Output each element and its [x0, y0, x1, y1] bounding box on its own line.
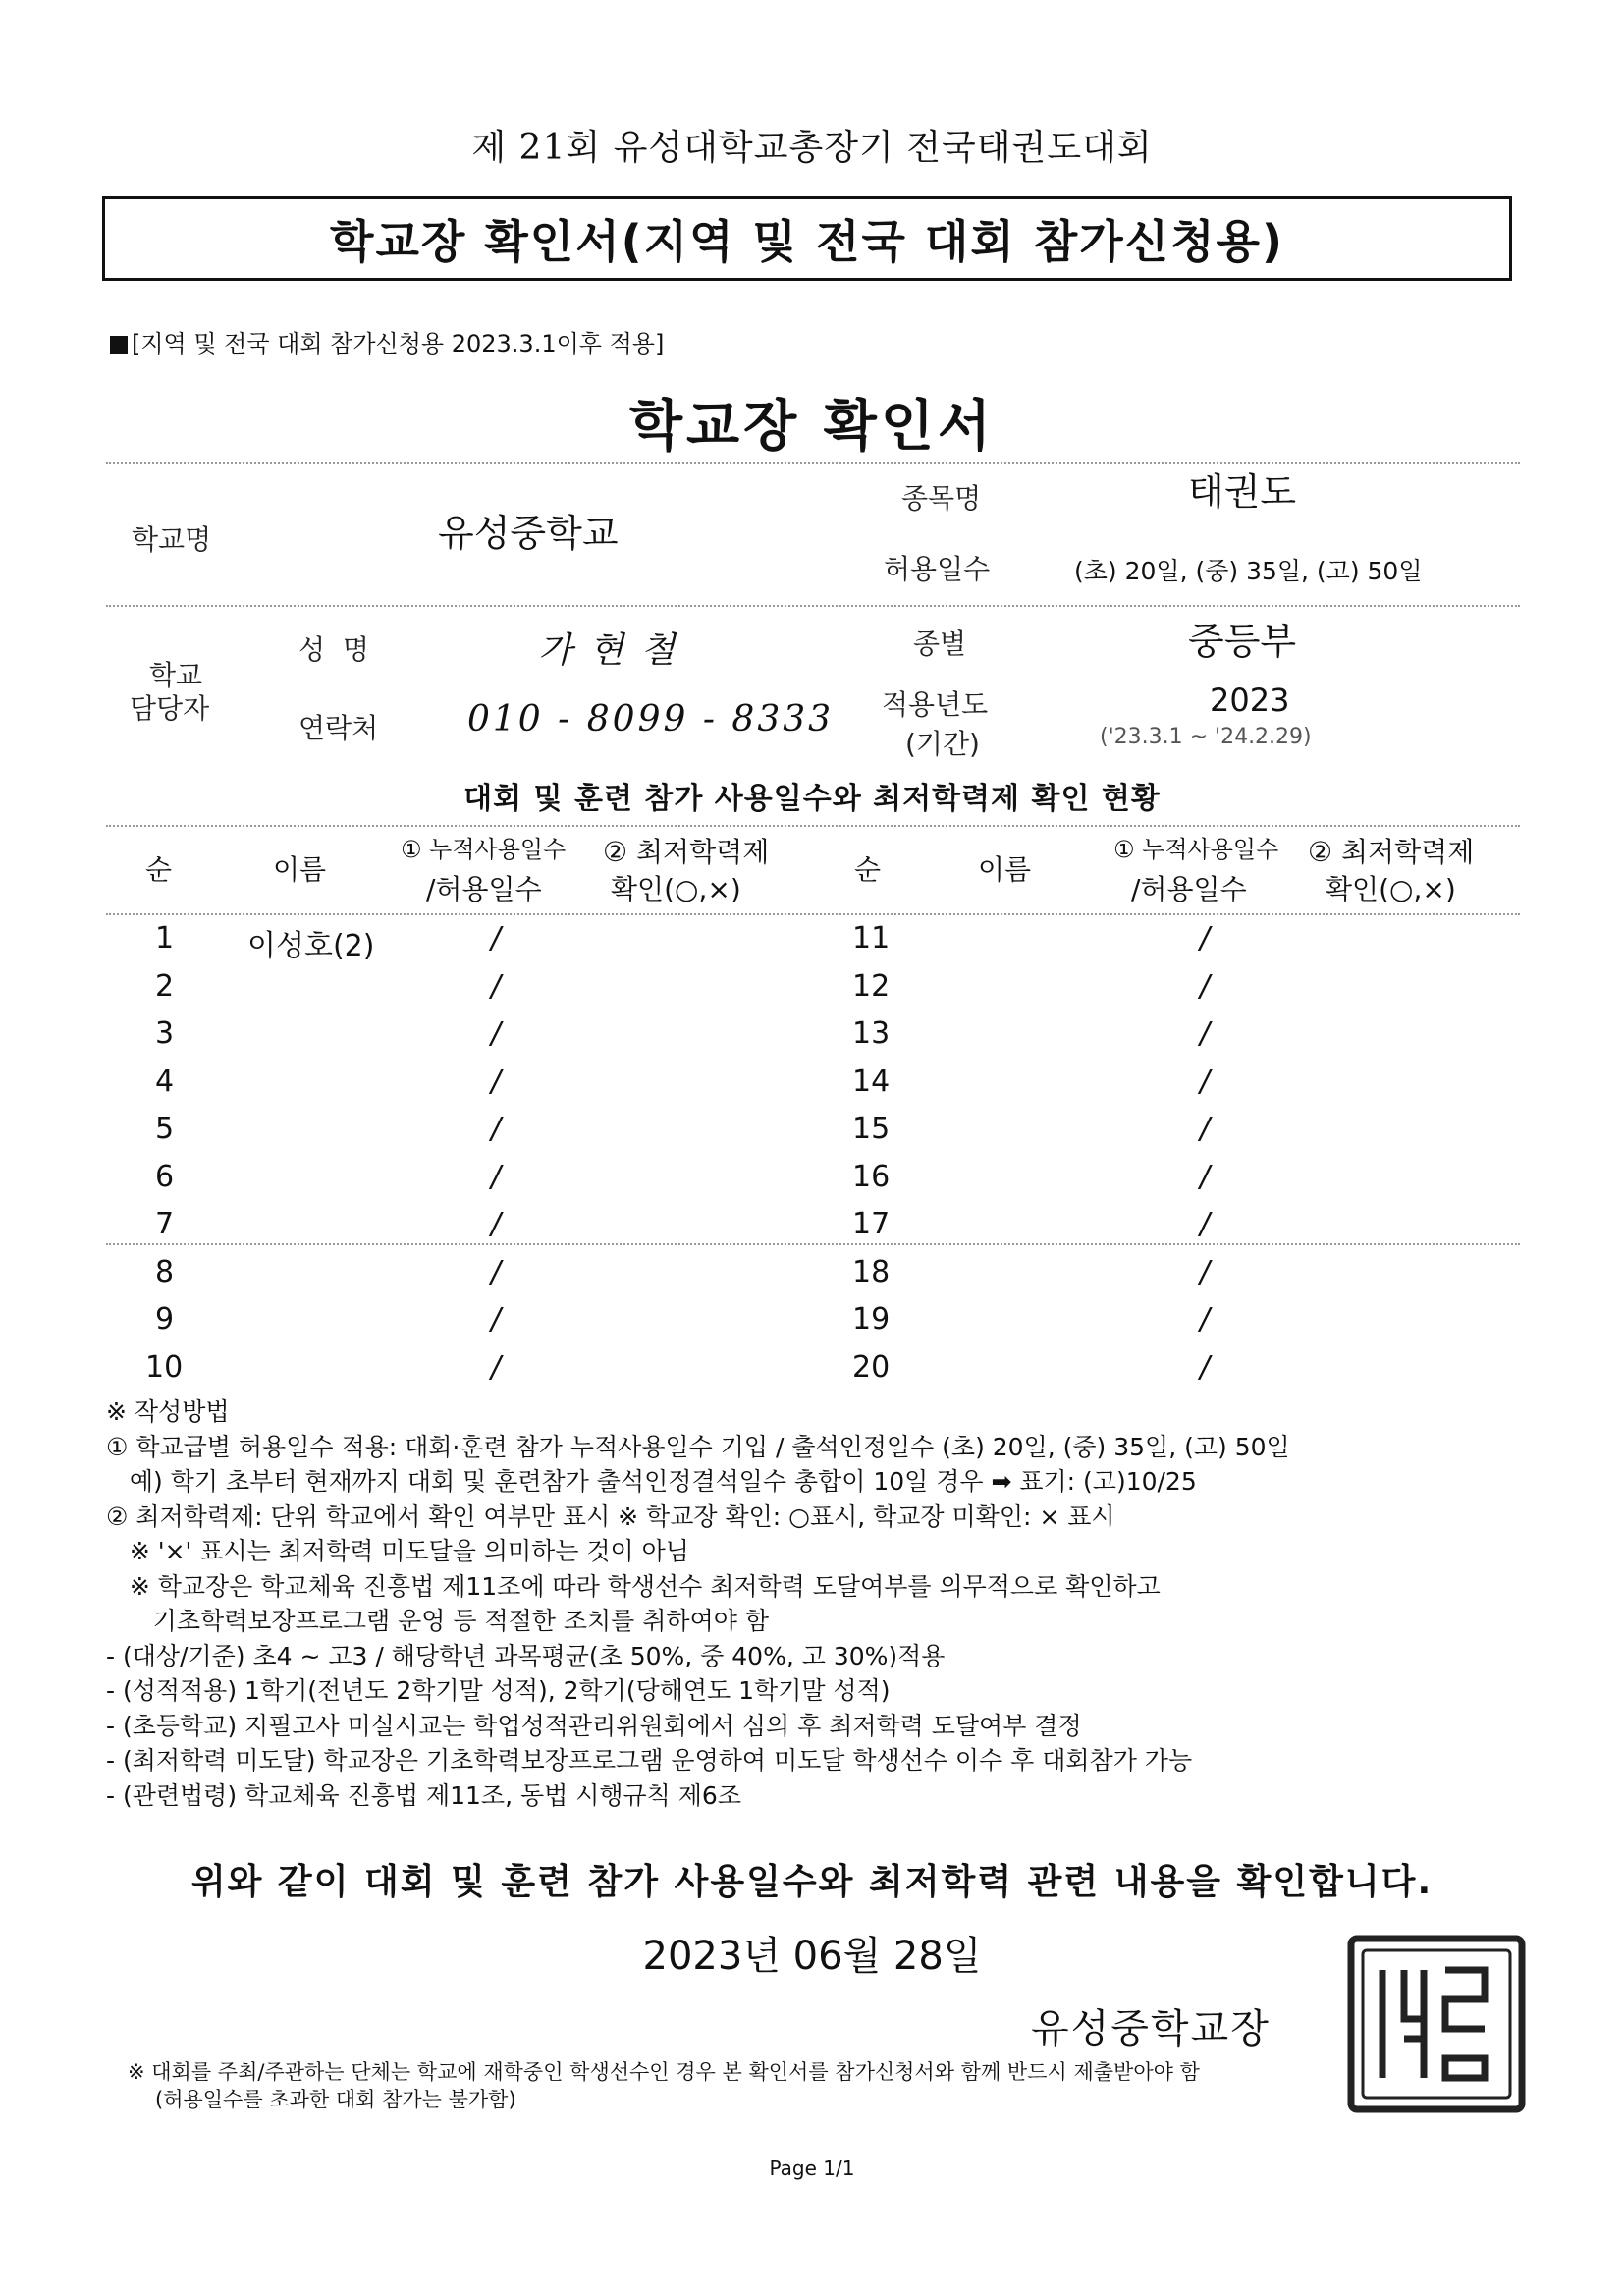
- division-value: 중등부: [1188, 620, 1297, 663]
- document-title: 학교장 확인서(지역 및 전국 대회 참가신청용): [330, 215, 1284, 268]
- days-slash: /: [1200, 1350, 1211, 1385]
- days-slash: /: [1200, 1016, 1211, 1051]
- col-header-days-left-1: ① 누적사용일수: [401, 836, 567, 863]
- days-slash: /: [1200, 1207, 1211, 1241]
- col-header-check-right-1: ② 최저학력제: [1308, 836, 1475, 868]
- notice-line: [110, 324, 664, 358]
- square-bullet-icon: [110, 336, 128, 354]
- days-slash: /: [491, 1207, 502, 1241]
- days-slash: /: [491, 1016, 502, 1051]
- col-header-name-left: 이름: [273, 853, 327, 886]
- col-header-no-left: 순: [145, 853, 173, 886]
- row-number: 15: [852, 1112, 891, 1146]
- issue-date: 2023년 06월 28일: [642, 1934, 982, 1979]
- instruction-line: - (최저학력 미도달) 학교장은 기초학력보장프로그램 운영하여 미도달 학생선수 이수 후 대회참가 가능: [106, 1746, 1193, 1775]
- sport-value: 태권도: [1188, 470, 1297, 514]
- divider: [106, 605, 1520, 607]
- instruction-line: ① 학교급별 허용일수 적용: 대회·훈련 참가 누적사용일수 기입 / 출석인정일수 (초) 20일, (중) 35일, (고) 50일: [106, 1432, 1290, 1461]
- days-slash: /: [491, 1112, 502, 1146]
- footnote: [128, 2058, 1404, 2113]
- row-number: 12: [852, 969, 891, 1004]
- staff-label-line2: 담당자: [130, 692, 210, 725]
- event-title: 제 21회 유성대학교총장기 전국태권도대회: [471, 128, 1153, 168]
- row-number: 3: [155, 1016, 175, 1051]
- col-header-check-left-1: ② 최저학력제: [603, 836, 770, 868]
- school-label: 학교명: [132, 523, 212, 556]
- days-slash: /: [491, 1350, 502, 1385]
- divider: [106, 1243, 1520, 1245]
- row-number: 16: [852, 1160, 891, 1194]
- sport-label: 종목명: [901, 482, 982, 515]
- row-number: 7: [155, 1207, 175, 1241]
- year-value: 2023: [1210, 682, 1290, 719]
- days-slash: /: [491, 969, 502, 1004]
- row-number: 6: [155, 1160, 175, 1194]
- participant-name: 이성호(2): [247, 929, 375, 963]
- allowed-days-label: 허용일수: [884, 553, 991, 585]
- instruction-line: ※ 작성방법: [106, 1397, 230, 1426]
- divider: [106, 913, 1520, 915]
- row-number: 20: [852, 1350, 891, 1385]
- divider: [106, 825, 1520, 827]
- name-label: 성 명: [298, 633, 369, 666]
- col-header-days-right-1: ① 누적사용일수: [1113, 836, 1279, 863]
- row-number: 4: [155, 1065, 175, 1099]
- section-title: 대회 및 훈련 참가 사용일수와 최저학력제 확인 현황: [463, 782, 1161, 816]
- row-number: 11: [852, 921, 891, 956]
- row-number: 13: [852, 1016, 891, 1051]
- days-slash: /: [491, 1065, 502, 1099]
- notice-text: [지역 및 전국 대회 참가신청용 2023.3.1이후 적용]: [132, 330, 665, 357]
- instruction-line: 예) 학기 초부터 현재까지 대회 및 훈련참가 출석인정결석일수 총합이 10일 경우 ➡ 표기: (고)10/25: [106, 1467, 1197, 1496]
- instructions: [106, 1394, 1540, 1813]
- school-value: 유성중학교: [438, 512, 619, 555]
- year-label: 적용년도: [882, 688, 989, 721]
- days-slash: /: [491, 921, 502, 956]
- division-label: 종별: [913, 628, 967, 660]
- col-header-check-right-2: 확인(○,×): [1326, 873, 1456, 905]
- instruction-line: ※ '×' 표시는 최저학력 미도달을 의미하는 것이 아님: [106, 1537, 689, 1565]
- confirm-statement: 위와 같이 대회 및 훈련 참가 사용일수와 최저학력 관련 내용을 확인합니다.: [190, 1862, 1434, 1902]
- row-number: 10: [145, 1350, 184, 1385]
- col-header-name-right: 이름: [978, 853, 1032, 886]
- days-slash: /: [491, 1160, 502, 1194]
- instruction-line: ② 최저학력제: 단위 학교에서 확인 여부만 표시 ※ 학교장 확인: ○표시, 학교장 미확인: × 표시: [106, 1502, 1115, 1531]
- document-title-box: [102, 196, 1512, 281]
- instruction-line: 기초학력보장프로그램 운영 등 적절한 조치를 취하여야 함: [106, 1607, 769, 1635]
- principal-signature: 유성중학교장: [1031, 2006, 1271, 2051]
- row-number: 9: [155, 1302, 175, 1337]
- days-slash: /: [1200, 1112, 1211, 1146]
- row-number: 5: [155, 1112, 175, 1146]
- row-number: 17: [852, 1207, 891, 1241]
- instruction-line: - (성적적용) 1학기(전년도 2학기말 성적), 2학기(당해연도 1학기말 성적): [106, 1676, 891, 1705]
- days-slash: /: [1200, 1065, 1211, 1099]
- contact-label: 연락처: [298, 712, 379, 744]
- row-number: 19: [852, 1302, 891, 1337]
- page-number: Page 1/1: [769, 2157, 855, 2180]
- col-header-check-left-2: 확인(○,×): [611, 873, 741, 905]
- days-slash: /: [1200, 1302, 1211, 1337]
- days-slash: /: [491, 1255, 502, 1289]
- row-number: 18: [852, 1255, 891, 1289]
- contact-value: 010 - 8099 - 8333: [467, 699, 835, 739]
- col-header-days-left-2: /허용일수: [426, 873, 542, 905]
- instruction-line: ※ 학교장은 학교체육 진흥법 제11조에 따라 학생선수 최저학력 도달여부를 의무적으로 확인하고: [106, 1571, 1161, 1601]
- staff-label-line1: 학교: [149, 659, 203, 691]
- period-value: ('23.3.1 ~ '24.2.29): [1100, 725, 1312, 749]
- footnote-line-1: ※ 대회를 주최/주관하는 단체는 학교에 재학중인 학생선수인 경우 본 확인서를 참가신청서와 함께 반드시 제출받아야 함: [128, 2060, 1200, 2084]
- instruction-line: - (대상/기준) 초4 ~ 고3 / 해당학년 과목평균(초 50%, 중 40%, 고 30%)적용: [106, 1641, 946, 1670]
- instruction-line: - (관련법령) 학교체육 진흥법 제11조, 동법 시행규칙 제6조: [106, 1780, 741, 1810]
- row-number: 14: [852, 1065, 891, 1099]
- days-slash: /: [1200, 969, 1211, 1004]
- col-header-days-right-2: /허용일수: [1131, 873, 1247, 905]
- col-header-no-right: 순: [854, 853, 882, 886]
- row-number: 1: [155, 921, 175, 956]
- allowed-days-value: (초) 20일, (중) 35일, (고) 50일: [1074, 557, 1423, 585]
- main-title: 학교장 확인서: [628, 395, 996, 459]
- row-number: 8: [155, 1255, 175, 1289]
- staff-name-value: 가 현 철: [538, 630, 678, 671]
- divider: [106, 462, 1520, 464]
- days-slash: /: [1200, 1160, 1211, 1194]
- days-slash: /: [491, 1302, 502, 1337]
- days-slash: /: [1200, 921, 1211, 956]
- instruction-line: - (초등학교) 지필고사 미실시교는 학업성적관리위원회에서 심의 후 최저학력 도달여부 결정: [106, 1711, 1082, 1740]
- days-slash: /: [1200, 1255, 1211, 1289]
- period-label: (기간): [905, 728, 980, 760]
- footnote-line-2: (허용일수를 초과한 대회 참가는 불가함): [155, 2088, 516, 2111]
- row-number: 2: [155, 969, 175, 1004]
